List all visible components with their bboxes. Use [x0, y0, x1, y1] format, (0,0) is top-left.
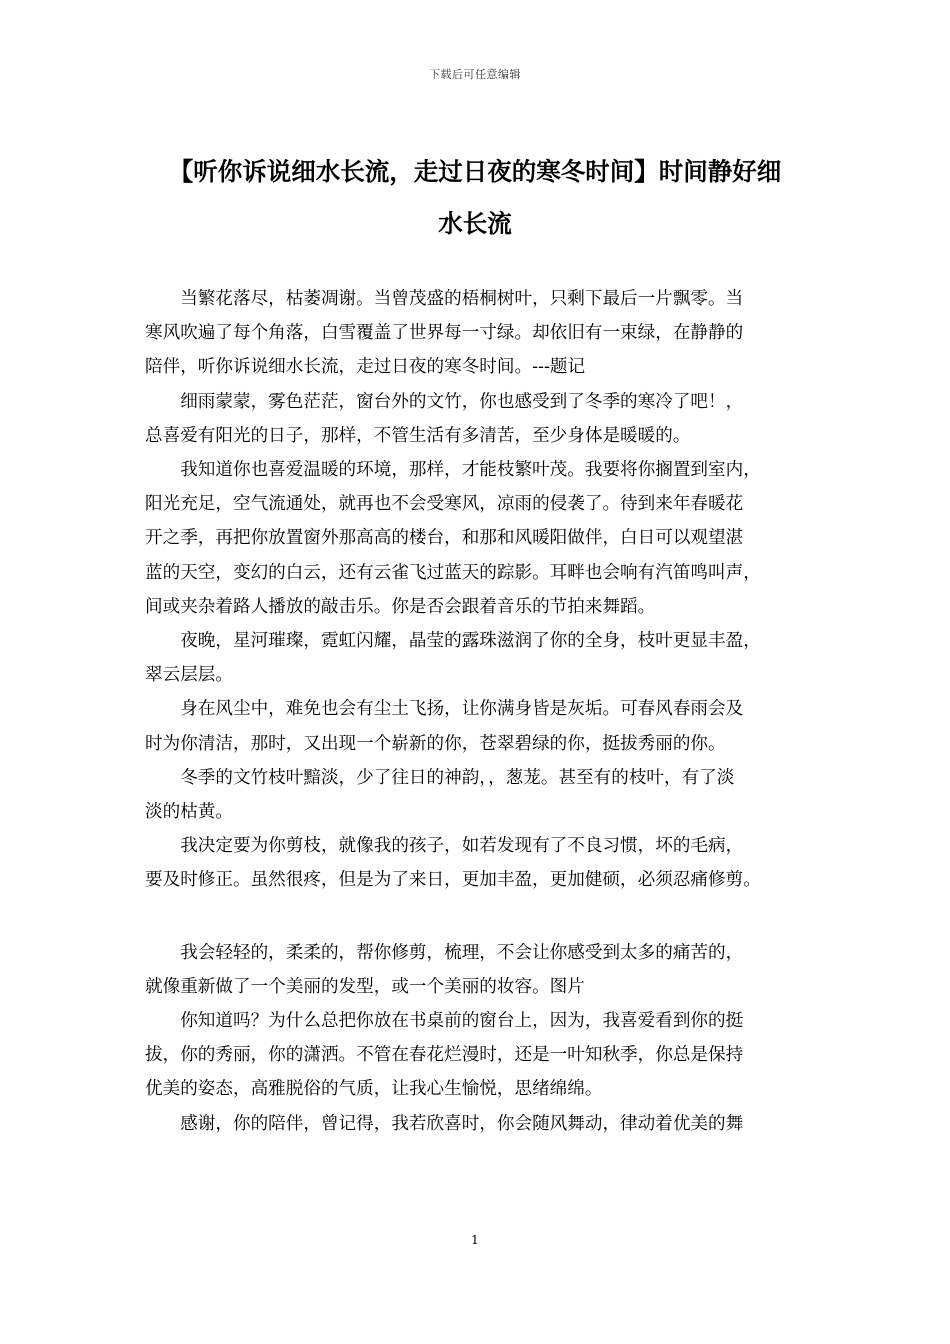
text-line: 拔，你的秀丽，你的潇洒。不管在春花烂漫时，还是一叶知秋季，你总是保持 [145, 1045, 744, 1066]
paragraph-3 [145, 453, 821, 624]
text-line: 间或夹杂着路人播放的敲击乐。你是否会跟着音乐的节拍来舞蹈。 [145, 596, 656, 617]
paragraph-7 [145, 829, 821, 897]
text-line: 寒风吹遍了每个角落，白雪覆盖了世界每一寸绿。却依旧有一束绿，在静静的 [145, 323, 744, 344]
text-line: 蓝的天空，变幻的白云，还有云雀飞过蓝天的踪影。耳畔也会响有汽笛鸣叫声， [145, 562, 761, 583]
text-line: 当繁花落尽，枯萎凋谢。当曾茂盛的梧桐树叶，只剩下最后一片飘零。当 [180, 289, 744, 309]
text-line: 陪伴，听你诉说细水长流，走过日夜的寒冬时间。---题记 [145, 357, 586, 378]
text-line: 你知道吗？为什么总把你放在书桌前的窗台上，因为，我喜爱看到你的挺 [180, 1011, 744, 1032]
title-line-1: 【听你诉说细水长流，走过日夜的寒冬时间】时间静好细 [168, 157, 782, 186]
text-line: 开之季，再把你放置窗外那高高的楼台，和那和风暖阳做伴，白日可以观望湛 [145, 528, 744, 549]
paragraph-8 [145, 936, 821, 1004]
paragraph-2 [145, 385, 821, 453]
text-line: 翠云层层。 [145, 665, 233, 686]
paragraph-5 [145, 692, 821, 760]
text-line: 我会轻轻的，柔柔的，帮你修剪，梳理，不会让你感受到太多的痛苦的， [180, 942, 744, 963]
document-title [130, 146, 820, 250]
text-line: 我决定要为你剪枝，就像我的孩子，如若发现有了不良习惯，坏的毛病， [180, 836, 744, 857]
text-line: 优美的姿态，高雅脱俗的气质，让我心生愉悦，思绪绵绵。 [145, 1079, 603, 1100]
text-line: 冬季的文竹枝叶黯淡，少了往日的神韵，，葱茏。甚至有的枝叶，有了淡 [180, 767, 735, 788]
text-line: 我知道你也喜爱温暖的环境，那样，才能枝繁叶茂。我要将你搁置到室内， [180, 460, 761, 481]
paragraph-spacer [145, 898, 821, 936]
paragraph-10 [145, 1107, 821, 1141]
page-number: 1 [471, 1233, 479, 1247]
text-line: 细雨蒙蒙，雾色茫茫，窗台外的文竹，你也感受到了冬季的寒冷了吧！， [180, 391, 744, 412]
text-line: 夜晚，星河璀璨，霓虹闪耀，晶莹的露珠滋润了你的全身，枝叶更显丰盈， [180, 631, 761, 652]
text-line: 淡的枯黄。 [145, 802, 233, 823]
text-line: 要及时修正。虽然很疼，但是为了来日，更加丰盈，更加健硕，必须忍痛修剪。 [145, 870, 761, 891]
text-line: 感谢，你的陪伴，曾记得，我若欣喜时，你会随风舞动，律动着优美的舞 [180, 1113, 744, 1134]
text-line: 阳光充足，空气流通处，就再也不会受寒风，凉雨的侵袭了。待到来年春暖花 [145, 494, 744, 515]
text-line: 身在风尘中，难免也会有尘土飞扬，让你满身皆是灰垢。可春风春雨会及 [180, 699, 744, 720]
paragraph-1 [145, 282, 821, 385]
text-line: 时为你清洁，那时，又出现一个崭新的你，苍翠碧绿的你，挺拔秀丽的你。 [145, 733, 726, 754]
text-line: 总喜爱有阳光的日子，那样，不管生活有多清苦，至少身体是暖暖的。 [145, 425, 691, 446]
paragraph-6 [145, 761, 821, 829]
document-body [145, 282, 821, 1141]
paragraph-4 [145, 624, 821, 692]
header-note: 下载后可任意编辑 [429, 68, 521, 81]
paragraph-9 [145, 1004, 821, 1107]
text-line: 就像重新做了一个美丽的发型，或一个美丽的妆容。图片 [145, 976, 585, 997]
title-line-2: 水长流 [438, 209, 512, 238]
